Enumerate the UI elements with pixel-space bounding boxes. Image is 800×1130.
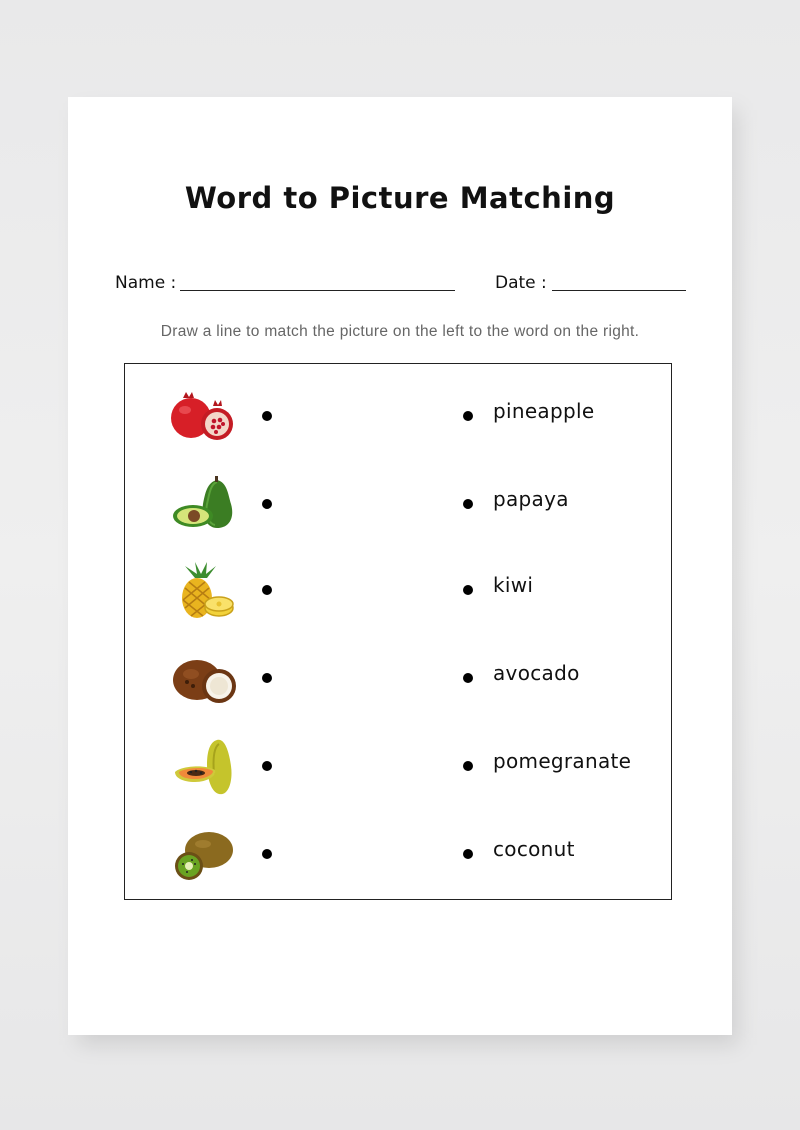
picture-dot[interactable]: [262, 499, 272, 509]
pineapple-icon: [169, 560, 241, 620]
picture-dot[interactable]: [262, 411, 272, 421]
kiwi-icon: [169, 824, 241, 884]
word-label: avocado: [493, 661, 580, 685]
match-row: [125, 474, 671, 534]
picture-dot[interactable]: [262, 849, 272, 859]
match-row: [125, 736, 671, 796]
match-row: [125, 386, 671, 446]
date-label: Date :: [495, 273, 547, 293]
name-label: Name :: [115, 273, 177, 293]
word-dot[interactable]: [463, 411, 473, 421]
match-row: [125, 824, 671, 884]
word-dot[interactable]: [463, 499, 473, 509]
worksheet-title: Word to Picture Matching: [184, 181, 616, 215]
coconut-icon: [169, 648, 241, 708]
word-label: pomegranate: [493, 749, 632, 773]
pomegranate-icon: [169, 386, 241, 446]
word-label: coconut: [493, 837, 575, 861]
match-row: [125, 560, 671, 620]
word-dot[interactable]: [463, 849, 473, 859]
papaya-icon: [169, 736, 241, 796]
word-label: papaya: [493, 487, 569, 511]
worksheet-page: [68, 97, 732, 1035]
picture-dot[interactable]: [262, 585, 272, 595]
word-label: kiwi: [493, 573, 534, 597]
name-line[interactable]: [180, 290, 455, 291]
picture-dot[interactable]: [262, 673, 272, 683]
word-dot[interactable]: [463, 585, 473, 595]
instructions: Draw a line to match the picture on the left to the word on the right.: [160, 323, 640, 340]
word-dot[interactable]: [463, 761, 473, 771]
matching-box: [124, 363, 672, 900]
avocado-icon: [169, 474, 241, 534]
picture-dot[interactable]: [262, 761, 272, 771]
word-label: pineapple: [493, 399, 595, 423]
match-row: [125, 648, 671, 708]
date-line[interactable]: [552, 290, 686, 291]
word-dot[interactable]: [463, 673, 473, 683]
